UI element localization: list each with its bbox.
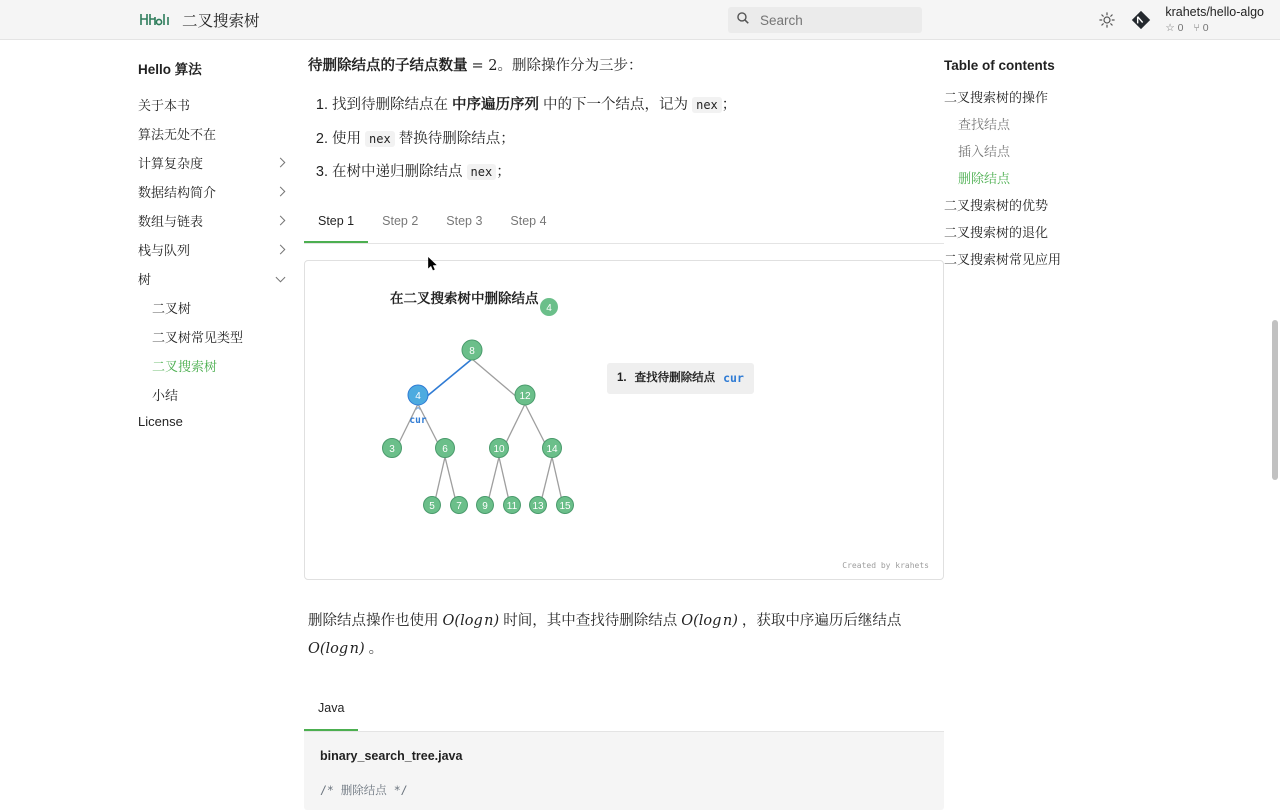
lead-equation: = 2 xyxy=(471,58,498,74)
page-layout xyxy=(0,40,1280,798)
repo-stats xyxy=(1165,22,1264,34)
sidebar-item-binary-search-tree[interactable] xyxy=(138,351,304,380)
sidebar-item-binary-tree-types[interactable] xyxy=(138,322,304,351)
step-text: 使用 xyxy=(332,130,366,147)
svg-text:10: 10 xyxy=(493,444,505,456)
site-header xyxy=(0,0,1280,40)
sidebar-item-stack-queue[interactable] xyxy=(138,235,304,264)
svg-text:11: 11 xyxy=(506,501,518,513)
page-scrollbar[interactable] xyxy=(1272,320,1278,480)
sidebar-item-complexity[interactable] xyxy=(138,148,304,177)
step-text: ； xyxy=(721,97,737,114)
list-item xyxy=(332,127,944,152)
step-tabs xyxy=(304,204,944,245)
sidebar-item-license[interactable] xyxy=(138,409,304,434)
header-right xyxy=(1097,5,1264,34)
toc-title: Table of contents xyxy=(944,58,1055,73)
site-logo-icon[interactable] xyxy=(138,9,172,31)
lead-tail: 。删除操作分为三步： xyxy=(497,58,643,74)
left-sidebar xyxy=(0,40,304,720)
svg-text:13: 13 xyxy=(532,501,544,513)
fork-count: ⑂ 0 xyxy=(1193,21,1209,34)
steps-list xyxy=(304,93,944,185)
step-text: 替换待删除结点； xyxy=(394,130,515,147)
svg-text:12: 12 xyxy=(519,391,531,403)
chevron-right-icon[interactable] xyxy=(276,216,286,226)
sidebar-item-algorithms-everywhere[interactable] xyxy=(138,119,304,148)
figure-legend xyxy=(607,363,754,393)
legend-code: cur xyxy=(723,371,744,386)
table-of-contents xyxy=(944,40,1204,720)
sidebar-item-label: 算法无处不在 xyxy=(138,127,217,142)
sidebar-item-label: 二叉树常见类型 xyxy=(152,330,244,345)
lead-bold: 待删除结点的子结点数量 xyxy=(308,58,468,74)
chevron-right-icon[interactable] xyxy=(276,158,286,168)
tab-step-2[interactable]: Step 2 xyxy=(382,213,419,228)
brightness-icon[interactable] xyxy=(1097,10,1117,30)
sidebar-item-array-linkedlist[interactable] xyxy=(138,206,304,235)
step-badge-label: 4 xyxy=(546,303,552,315)
step-text: 在树中递归删除结点 xyxy=(332,164,467,181)
toc-item-applications[interactable]: 二叉搜索树常见应用 xyxy=(944,252,1062,267)
sidebar-item-label: 小结 xyxy=(152,388,179,403)
repo-name: krahets/hello-algo xyxy=(1165,5,1264,20)
sidebar-item-label: 栈与队列 xyxy=(138,243,191,258)
step-text: ； xyxy=(496,164,511,181)
star-count: ☆ 0 xyxy=(1165,21,1184,34)
inline-code: nex xyxy=(467,164,497,180)
step-bold: 中序遍历序列 xyxy=(452,97,540,114)
svg-text:8: 8 xyxy=(469,346,475,358)
code-line: /* 删除结点 */ xyxy=(320,783,408,798)
sidebar-item-label: 数据结构简介 xyxy=(138,185,217,200)
sidebar-item-label: 计算复杂度 xyxy=(138,156,204,171)
svg-text:6: 6 xyxy=(442,444,448,456)
code-filename: binary_search_tree.java xyxy=(320,749,463,764)
toc-item-insert[interactable]: 插入结点 xyxy=(958,144,1011,159)
code-language-tabs xyxy=(304,691,944,732)
step-text: 找到待删除结点在 xyxy=(332,97,453,114)
legend-number: 1. xyxy=(617,372,627,385)
legend-text: 查找待删除结点 xyxy=(634,372,716,385)
tab-java[interactable]: Java xyxy=(304,691,358,731)
cur-pointer-label: cur xyxy=(409,415,427,427)
complexity-paragraph xyxy=(308,608,944,663)
sidebar-item-summary[interactable] xyxy=(138,380,304,409)
toc-item-delete[interactable]: 删除结点 xyxy=(958,171,1011,186)
toc-item-degeneration[interactable]: 二叉搜索树的退化 xyxy=(944,225,1049,240)
list-item xyxy=(332,160,944,185)
sidebar-item-about[interactable] xyxy=(138,90,304,119)
svg-text:3: 3 xyxy=(389,444,395,456)
list-item xyxy=(332,93,944,118)
toc-item-operations[interactable]: 二叉搜索树的操作 xyxy=(944,90,1049,105)
chevron-right-icon[interactable] xyxy=(276,187,286,197)
main-content xyxy=(304,40,944,798)
sidebar-item-tree[interactable] xyxy=(138,264,304,293)
tab-step-1[interactable]: Step 1 xyxy=(304,204,368,244)
chevron-down-icon[interactable] xyxy=(276,274,286,284)
math-expr: O(log n) xyxy=(442,613,500,630)
svg-text:9: 9 xyxy=(482,501,488,513)
svg-text:15: 15 xyxy=(559,501,571,513)
search-box[interactable] xyxy=(728,7,922,33)
sidebar-item-binary-tree[interactable] xyxy=(138,293,304,322)
step-text: 中的下一个结点，记为 xyxy=(539,97,693,114)
search-icon xyxy=(736,11,750,30)
tab-step-3[interactable]: Step 3 xyxy=(446,213,483,228)
chevron-right-icon[interactable] xyxy=(276,245,286,255)
search-input[interactable] xyxy=(758,12,914,29)
svg-text:4: 4 xyxy=(415,391,421,403)
sidebar-item-label: 关于本书 xyxy=(138,98,191,113)
sidebar-item-label: 树 xyxy=(138,272,152,287)
github-icon[interactable] xyxy=(1131,10,1151,30)
para-text: 删除结点操作也使用 xyxy=(308,613,443,630)
inline-code: nex xyxy=(365,131,395,147)
binary-search-tree-diagram xyxy=(313,271,893,571)
sidebar-item-label: 数组与链表 xyxy=(138,214,204,229)
toc-item-search[interactable]: 查找结点 xyxy=(958,117,1011,132)
lead-paragraph xyxy=(308,54,944,79)
tab-step-4[interactable]: Step 4 xyxy=(510,213,547,228)
cur-caret: ^ xyxy=(415,406,421,416)
sidebar-item-label: 二叉搜索树 xyxy=(152,359,218,374)
math-expr: O(log n) xyxy=(308,640,365,657)
toc-item-advantages[interactable]: 二叉搜索树的优势 xyxy=(944,198,1049,213)
figure-card xyxy=(304,260,944,580)
svg-text:5: 5 xyxy=(429,501,435,513)
sidebar-item-data-structures[interactable] xyxy=(138,177,304,206)
code-block xyxy=(304,732,944,810)
figure-credit: Created by krahets xyxy=(842,561,929,571)
math-expr: O(log n) xyxy=(681,613,738,630)
figure-title: 在二叉搜索树中删除结点 xyxy=(390,291,539,307)
svg-text:7: 7 xyxy=(456,501,462,513)
para-text: 时间，其中查找待删除结点 xyxy=(499,613,682,630)
site-title: 二叉搜索树 xyxy=(182,12,260,30)
sidebar-item-label: 二叉树 xyxy=(152,301,192,316)
svg-text:14: 14 xyxy=(546,444,558,456)
para-text: ，获取中序遍历后继结点 xyxy=(737,613,902,630)
sidebar-item-label: License xyxy=(138,414,183,429)
repo-info[interactable] xyxy=(1165,5,1264,34)
para-text: 。 xyxy=(364,640,384,657)
inline-code: nex xyxy=(692,97,722,113)
sidebar-title: Hello 算法 xyxy=(138,62,202,77)
